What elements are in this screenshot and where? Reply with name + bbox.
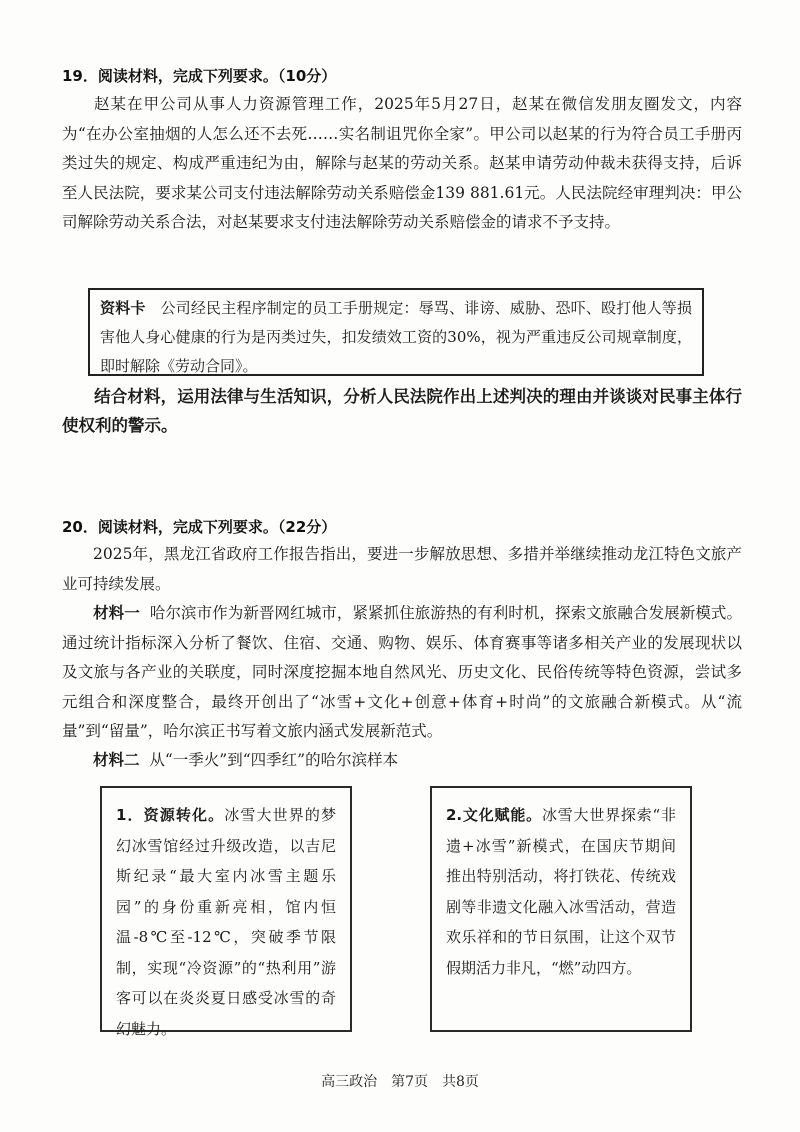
question-19-title: 19．阅读材料，完成下列要求。（10分） <box>62 67 337 85</box>
question-20-intro-text: 2025年，黑龙江省政府工作报告指出，要进一步解放思想、多措并举继续推动龙江特色文旅产业可持续发展。 <box>62 545 742 593</box>
question-19-task-text: 结合材料，运用法律与生活知识，分析人民法院作出上述判决的理由并谈谈对民事主体行使权利的警示。 <box>62 387 742 435</box>
info-card-label: 资料卡 <box>100 299 146 317</box>
info-card-text: 公司经民主程序制定的员工手册规定：辱骂、诽谤、威胁、恐吓、殴打他人等损害他人身心健康的行为是丙类过失，扣发绩效工资的30%，视为严重违反公司规章制度，即时解除《劳动合同》。 <box>100 299 692 375</box>
material-one-text: 哈尔滨市作为新晋网红城市，紧紧抓住旅游热的有利时机，探索文旅融合发展新模式。通过统计指标深入分析了餐饮、住宿、交通、购物、娱乐、体育赛事等诸多相关产业的发展现状以及文旅与各产业的关联度，同时深度挖掘本地自然风光、历史文化、民俗传统等特色资源，尝试多元组合和深度整合，最终开创出了“冰雪+文化+创意+体育+时尚”的文旅融合新模式。从“流量”到“留量”，哈尔滨正书写着文旅内涵式发展新范式。 <box>62 604 742 740</box>
resource-transformation-box <box>100 786 352 1038</box>
info-card <box>88 288 704 376</box>
cultural-empowerment-text: 冰雪大世界探索“非遗+冰雪”新模式，在国庆节期间推出特别活动，将打铁花、传统戏剧等非遗文化融入冰雪活动，营造欢乐祥和的节日氛围，让这个双节假期活力非凡，“燃”动四方。 <box>446 806 676 977</box>
material-two-text: 从“一季火”到“四季红”的哈尔滨样本 <box>149 751 399 769</box>
cultural-empowerment-title: 2.文化赋能。 <box>446 806 542 824</box>
material-two-label: 材料二 <box>93 751 140 769</box>
material-two <box>62 746 742 776</box>
question-19-body-text: 赵某在甲公司从事人力资源管理工作，2025年5月27日，赵某在微信发朋友圈发文，内容为“在办公室抽烟的人怎么还不去死……实名制诅咒你全家”。甲公司以赵某的行为符合员工手册丙类过失的规定、构成严重违纪为由，解除与赵某的劳动关系。赵某申请劳动仲裁未获得支持，后诉至人民法院，要求某公司支付违法解除劳动关系赔偿金139 881.61元。人民法院经审理判决：甲公司解除劳动关系合法，对赵某要求支付违法解除劳动关系赔偿金的请求不予支持。 <box>62 95 742 231</box>
question-20-title: 20．阅读材料，完成下列要求。（22分） <box>62 518 337 536</box>
material-one-label: 材料一 <box>93 604 140 622</box>
resource-transformation-title: 1．资源转化。 <box>116 806 225 824</box>
resource-transformation-text: 冰雪大世界的梦幻冰雪馆经过升级改造，以吉尼斯纪录“最大室内冰雪主题乐园”的身份重新亮相，馆内恒温-8℃至-12℃，突破季节限制，实现“冷资源”的“热利用”游客可以在炎炎夏日感受冰雪的奇幻魅力。 <box>116 806 336 1038</box>
material-one <box>62 599 742 747</box>
question-20-intro <box>62 540 742 599</box>
question-19-body <box>62 90 742 238</box>
page-footer: 高三政治 第7页 共8页 <box>321 1074 479 1090</box>
question-19-task <box>62 382 742 440</box>
cultural-empowerment-box <box>430 786 692 1032</box>
